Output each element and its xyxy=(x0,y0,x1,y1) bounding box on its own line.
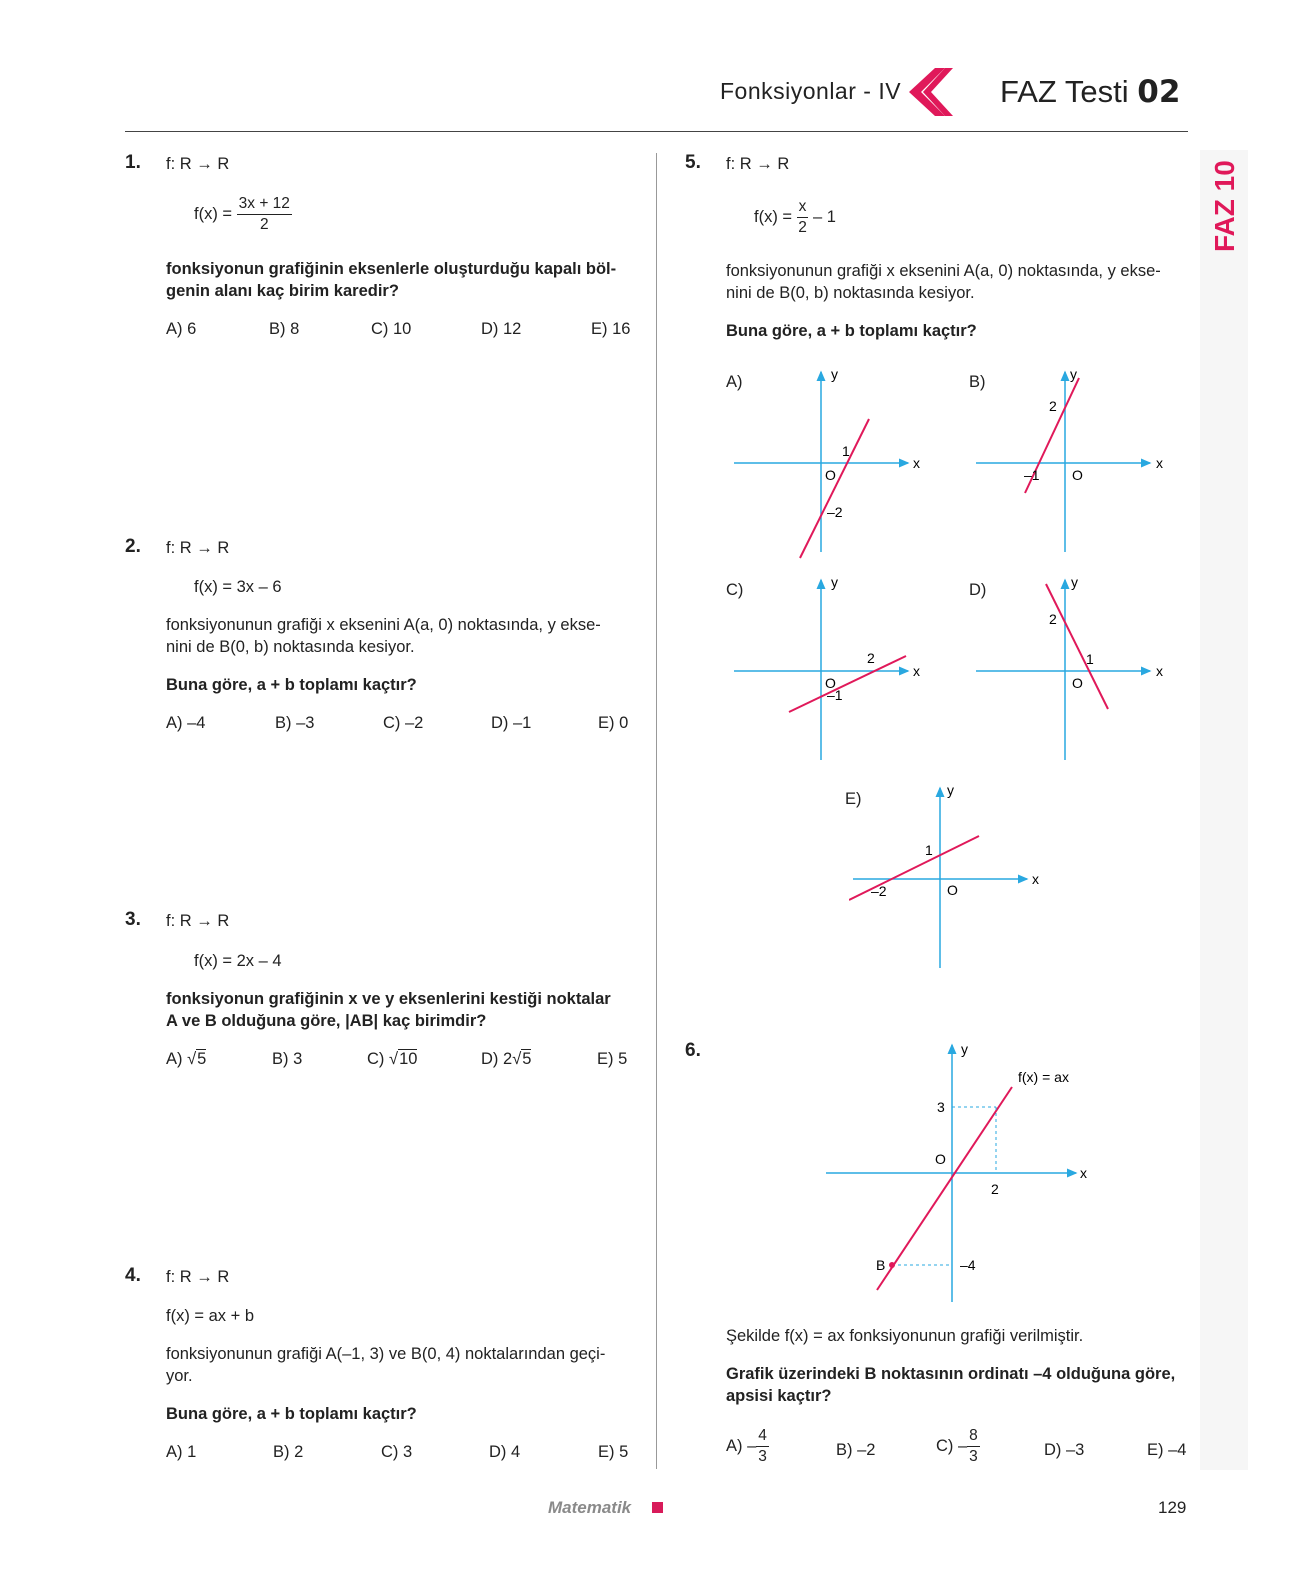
svg-text:O: O xyxy=(1072,675,1083,691)
svg-text:2: 2 xyxy=(867,650,875,666)
test-title: FAZ Testi 02 xyxy=(1000,74,1181,110)
svg-text:–1: –1 xyxy=(827,687,843,703)
q2-domain: f: R → R xyxy=(166,539,230,557)
svg-text:–1: –1 xyxy=(1024,467,1040,483)
q2-function: f(x) = 3x – 6 xyxy=(194,578,282,596)
q4-text: fonksiyonunun grafiği A(–1, 3) ve B(0, 4) noktalarından geçi- yor. xyxy=(166,1345,606,1385)
question-number: 2. xyxy=(125,536,141,557)
q1-function: f(x) = $\frac{3x + 12}{2}$ xyxy=(194,195,290,233)
svg-text:O: O xyxy=(825,467,836,483)
column-divider xyxy=(656,153,657,1469)
question-number: 4. xyxy=(125,1265,141,1286)
svg-text:3: 3 xyxy=(937,1099,945,1115)
q4-choice-e[interactable]: E) 5 xyxy=(598,1443,629,1461)
svg-text:1: 1 xyxy=(842,443,850,459)
q1-choice-b[interactable]: B) 8 xyxy=(269,320,300,338)
q1-choice-e[interactable]: E) 16 xyxy=(591,320,631,338)
q2-choice-c[interactable]: C) –2 xyxy=(383,714,424,732)
q2-choice-a[interactable]: A) –4 xyxy=(166,714,206,732)
q2-question: Buna göre, a + b toplamı kaçtır? xyxy=(166,676,417,694)
question-number: 6. xyxy=(685,1040,701,1061)
q6-choice-d[interactable]: D) –3 xyxy=(1044,1441,1085,1459)
q5-choice-b[interactable]: B) xyxy=(969,373,986,391)
svg-text:x: x xyxy=(1156,455,1163,471)
question-number: 3. xyxy=(125,909,141,930)
q2-choice-e[interactable]: E) 0 xyxy=(598,714,629,732)
q5-graph-c xyxy=(730,576,930,768)
q4-function: f(x) = ax + b xyxy=(166,1307,255,1325)
q2-choice-d[interactable]: D) –1 xyxy=(491,714,532,732)
q5-question: Buna göre, a + b toplamı kaçtır? xyxy=(726,322,977,340)
svg-text:y: y xyxy=(831,576,838,590)
q1-domain: f: R → R xyxy=(166,155,230,173)
q4-domain: f: R → R xyxy=(166,1268,230,1286)
svg-text:O: O xyxy=(825,675,836,691)
svg-text:y: y xyxy=(961,1041,968,1057)
q5-domain: f: R → R xyxy=(726,155,790,173)
svg-text:2: 2 xyxy=(1049,611,1057,627)
question-number: 1. xyxy=(125,152,141,173)
q2-text: fonksiyonunun grafiği x eksenini A(a, 0) noktasında, y ekse- nini de B(0, b) noktasında kesiyor. xyxy=(166,616,601,656)
q1-choice-d[interactable]: D) 12 xyxy=(481,320,522,338)
q5-choice-a[interactable]: A) xyxy=(726,373,743,391)
q2-choice-b[interactable]: B) –3 xyxy=(275,714,315,732)
svg-text:–2: –2 xyxy=(871,883,887,899)
q5-choice-c[interactable]: C) xyxy=(726,581,744,599)
svg-text:O: O xyxy=(947,882,958,898)
q5-graph-e xyxy=(849,784,1049,976)
q3-domain: f: R → R xyxy=(166,912,230,930)
q4-choice-a[interactable]: A) 1 xyxy=(166,1443,197,1461)
q4-choice-b[interactable]: B) 2 xyxy=(273,1443,304,1461)
q6-statement: Şekilde f(x) = ax fonksiyonunun grafiği verilmiştir. xyxy=(726,1327,1084,1345)
svg-text:x: x xyxy=(1080,1165,1087,1181)
q5-graph-d xyxy=(972,576,1172,768)
q6-choice-c[interactable]: C) – $\frac{8}{3}$ xyxy=(936,1427,978,1465)
q3-choice-b[interactable]: B) 3 xyxy=(272,1050,303,1068)
header-topic: Fonksiyonlar - IV xyxy=(720,78,902,104)
svg-text:x: x xyxy=(1156,663,1163,679)
q6-choice-e[interactable]: E) –4 xyxy=(1147,1441,1187,1459)
q5-choice-d[interactable]: D) xyxy=(969,581,987,599)
q3-choice-c[interactable]: C) √10 xyxy=(367,1050,418,1068)
side-label xyxy=(1198,148,1248,258)
q1-choice-a[interactable]: A) 6 xyxy=(166,320,197,338)
svg-text:y: y xyxy=(1071,576,1078,590)
q4-choice-c[interactable]: C) 3 xyxy=(381,1443,413,1461)
q5-function: f(x) = $\frac{x}{2}$ – 1 xyxy=(754,198,836,236)
svg-text:1: 1 xyxy=(1086,651,1094,667)
page-number: 129 xyxy=(1158,1498,1187,1517)
svg-text:x: x xyxy=(913,455,920,471)
svg-text:O: O xyxy=(935,1151,946,1167)
svg-text:1: 1 xyxy=(925,842,933,858)
svg-text:B: B xyxy=(876,1257,886,1273)
svg-text:x: x xyxy=(1032,871,1039,887)
q3-choice-e[interactable]: E) 5 xyxy=(597,1050,628,1068)
q3-choice-a[interactable]: A) √5 xyxy=(166,1050,207,1068)
svg-text:O: O xyxy=(1072,467,1083,483)
svg-text:y: y xyxy=(1070,368,1077,382)
question-number: 5. xyxy=(685,152,701,173)
header-divider xyxy=(125,131,1188,132)
q3-choice-d[interactable]: D) 2√5 xyxy=(481,1050,532,1068)
footer-square-icon xyxy=(652,1502,663,1513)
q6-choice-b[interactable]: B) –2 xyxy=(836,1441,876,1459)
svg-text:y: y xyxy=(947,784,954,798)
q1-text: fonksiyonun grafiğinin eksenlerle oluşturduğu kapalı böl- genin alanı kaç birim karedir? xyxy=(166,260,617,300)
svg-text:2: 2 xyxy=(991,1181,999,1197)
footer-subject: Matematik xyxy=(548,1498,632,1517)
q3-text: fonksiyonun grafiğinin x ve y eksenlerini kestiği noktalar A ve B olduğuna göre, |AB| kaç birimdir? xyxy=(166,990,611,1030)
q4-question: Buna göre, a + b toplamı kaçtır? xyxy=(166,1405,417,1423)
svg-text:x: x xyxy=(913,663,920,679)
svg-text:f(x) = ax: f(x) = ax xyxy=(1018,1069,1069,1085)
q6-choice-a[interactable]: A) – $\frac{4}{3}$ xyxy=(726,1427,767,1465)
svg-text:–2: –2 xyxy=(827,504,843,520)
q5-text: fonksiyonunun grafiği x eksenini A(a, 0) noktasında, y ekse- nini de B(0, b) noktasında kesiyor. xyxy=(726,262,1161,302)
q5-graph-a xyxy=(730,368,930,560)
q6-graph xyxy=(820,1040,1100,1310)
svg-text:y: y xyxy=(831,368,838,382)
svg-text:2: 2 xyxy=(1049,398,1057,414)
q3-function: f(x) = 2x – 4 xyxy=(194,952,282,970)
svg-text:FAZ 10: FAZ 10 xyxy=(1209,160,1240,252)
q5-choice-e[interactable]: E) xyxy=(845,790,862,808)
q5-graph-b xyxy=(972,368,1172,560)
q1-choice-c[interactable]: C) 10 xyxy=(371,320,412,338)
q6-question: Grafik üzerindeki B noktasının ordinatı –4 olduğuna göre, apsisi kaçtır? xyxy=(726,1365,1176,1405)
side-bar xyxy=(1200,150,1248,1470)
q4-choice-d[interactable]: D) 4 xyxy=(489,1443,521,1461)
chevron-left-icon xyxy=(905,66,955,118)
svg-text:–4: –4 xyxy=(960,1257,976,1273)
